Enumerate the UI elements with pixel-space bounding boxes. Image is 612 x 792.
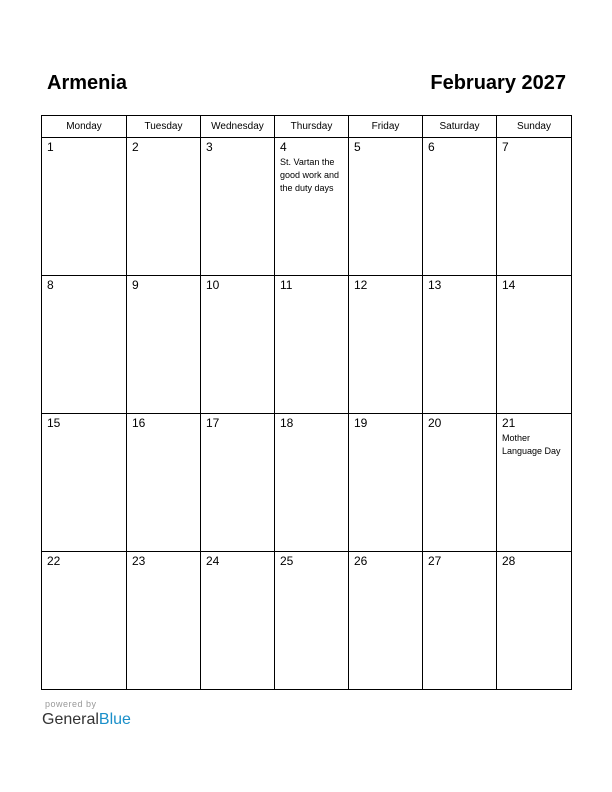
day-number: 23 bbox=[132, 554, 146, 568]
calendar-grid bbox=[41, 115, 572, 690]
day-cell bbox=[423, 414, 497, 552]
day-cell bbox=[423, 276, 497, 414]
day-cell bbox=[127, 276, 201, 414]
day-cell bbox=[42, 138, 127, 276]
day-number: 26 bbox=[354, 554, 368, 568]
day-number: 20 bbox=[428, 416, 442, 430]
day-number: 18 bbox=[280, 416, 294, 430]
day-number: 25 bbox=[280, 554, 294, 568]
day-cell bbox=[497, 552, 572, 690]
day-number: 1 bbox=[47, 140, 54, 154]
day-number: 27 bbox=[428, 554, 442, 568]
month-title: February 2027 bbox=[430, 72, 566, 94]
weekday-header: Thursday bbox=[275, 116, 349, 138]
powered-by-label: powered by bbox=[45, 699, 97, 709]
day-cell bbox=[349, 414, 423, 552]
day-cell bbox=[349, 276, 423, 414]
day-number: 14 bbox=[502, 278, 516, 292]
holiday-label: St. Vartan the good work and the duty days bbox=[280, 157, 340, 193]
weekday-header: Wednesday bbox=[201, 116, 275, 138]
day-number: 22 bbox=[47, 554, 61, 568]
day-number: 9 bbox=[132, 278, 139, 292]
day-number: 5 bbox=[354, 140, 361, 154]
week-row bbox=[42, 414, 572, 552]
weekday-header: Monday bbox=[42, 116, 127, 138]
day-number: 19 bbox=[354, 416, 368, 430]
day-number: 4 bbox=[280, 140, 287, 154]
day-cell bbox=[497, 414, 572, 552]
week-row bbox=[42, 138, 572, 276]
week-row bbox=[42, 552, 572, 690]
day-cell bbox=[349, 552, 423, 690]
day-cell bbox=[349, 138, 423, 276]
day-cell bbox=[201, 138, 275, 276]
weekday-header: Sunday bbox=[497, 116, 572, 138]
week-row bbox=[42, 276, 572, 414]
day-number: 21 bbox=[502, 416, 516, 430]
day-number: 28 bbox=[502, 554, 516, 568]
weekday-header-row bbox=[42, 116, 572, 138]
weekday-header: Tuesday bbox=[127, 116, 201, 138]
day-cell bbox=[42, 552, 127, 690]
day-number: 6 bbox=[428, 140, 435, 154]
brand-general-text: General bbox=[42, 711, 99, 728]
day-cell bbox=[42, 414, 127, 552]
day-cell bbox=[275, 414, 349, 552]
day-number: 17 bbox=[206, 416, 220, 430]
day-cell bbox=[275, 552, 349, 690]
day-cell bbox=[497, 138, 572, 276]
day-cell bbox=[497, 276, 572, 414]
day-cell bbox=[127, 552, 201, 690]
day-number: 3 bbox=[206, 140, 213, 154]
brand-blue-text: Blue bbox=[98, 711, 131, 728]
day-cell bbox=[127, 414, 201, 552]
day-number: 16 bbox=[132, 416, 146, 430]
day-number: 2 bbox=[132, 140, 139, 154]
day-number: 13 bbox=[428, 278, 442, 292]
day-number: 7 bbox=[502, 140, 509, 154]
day-number: 10 bbox=[206, 278, 220, 292]
country-title: Armenia bbox=[47, 72, 128, 94]
weekday-header: Saturday bbox=[423, 116, 497, 138]
generalblue-logo[interactable] bbox=[42, 710, 131, 730]
holiday-label: Mother Language Day bbox=[502, 433, 561, 456]
day-number: 11 bbox=[280, 278, 293, 292]
day-cell bbox=[275, 276, 349, 414]
day-cell bbox=[127, 138, 201, 276]
day-cell bbox=[201, 414, 275, 552]
day-number: 12 bbox=[354, 278, 368, 292]
day-cell bbox=[201, 276, 275, 414]
weekday-header: Friday bbox=[349, 116, 423, 138]
day-number: 24 bbox=[206, 554, 220, 568]
day-number: 8 bbox=[47, 278, 54, 292]
day-cell bbox=[275, 138, 349, 276]
day-cell bbox=[201, 552, 275, 690]
day-cell bbox=[423, 138, 497, 276]
day-cell bbox=[423, 552, 497, 690]
day-number: 15 bbox=[47, 416, 61, 430]
day-cell bbox=[42, 276, 127, 414]
